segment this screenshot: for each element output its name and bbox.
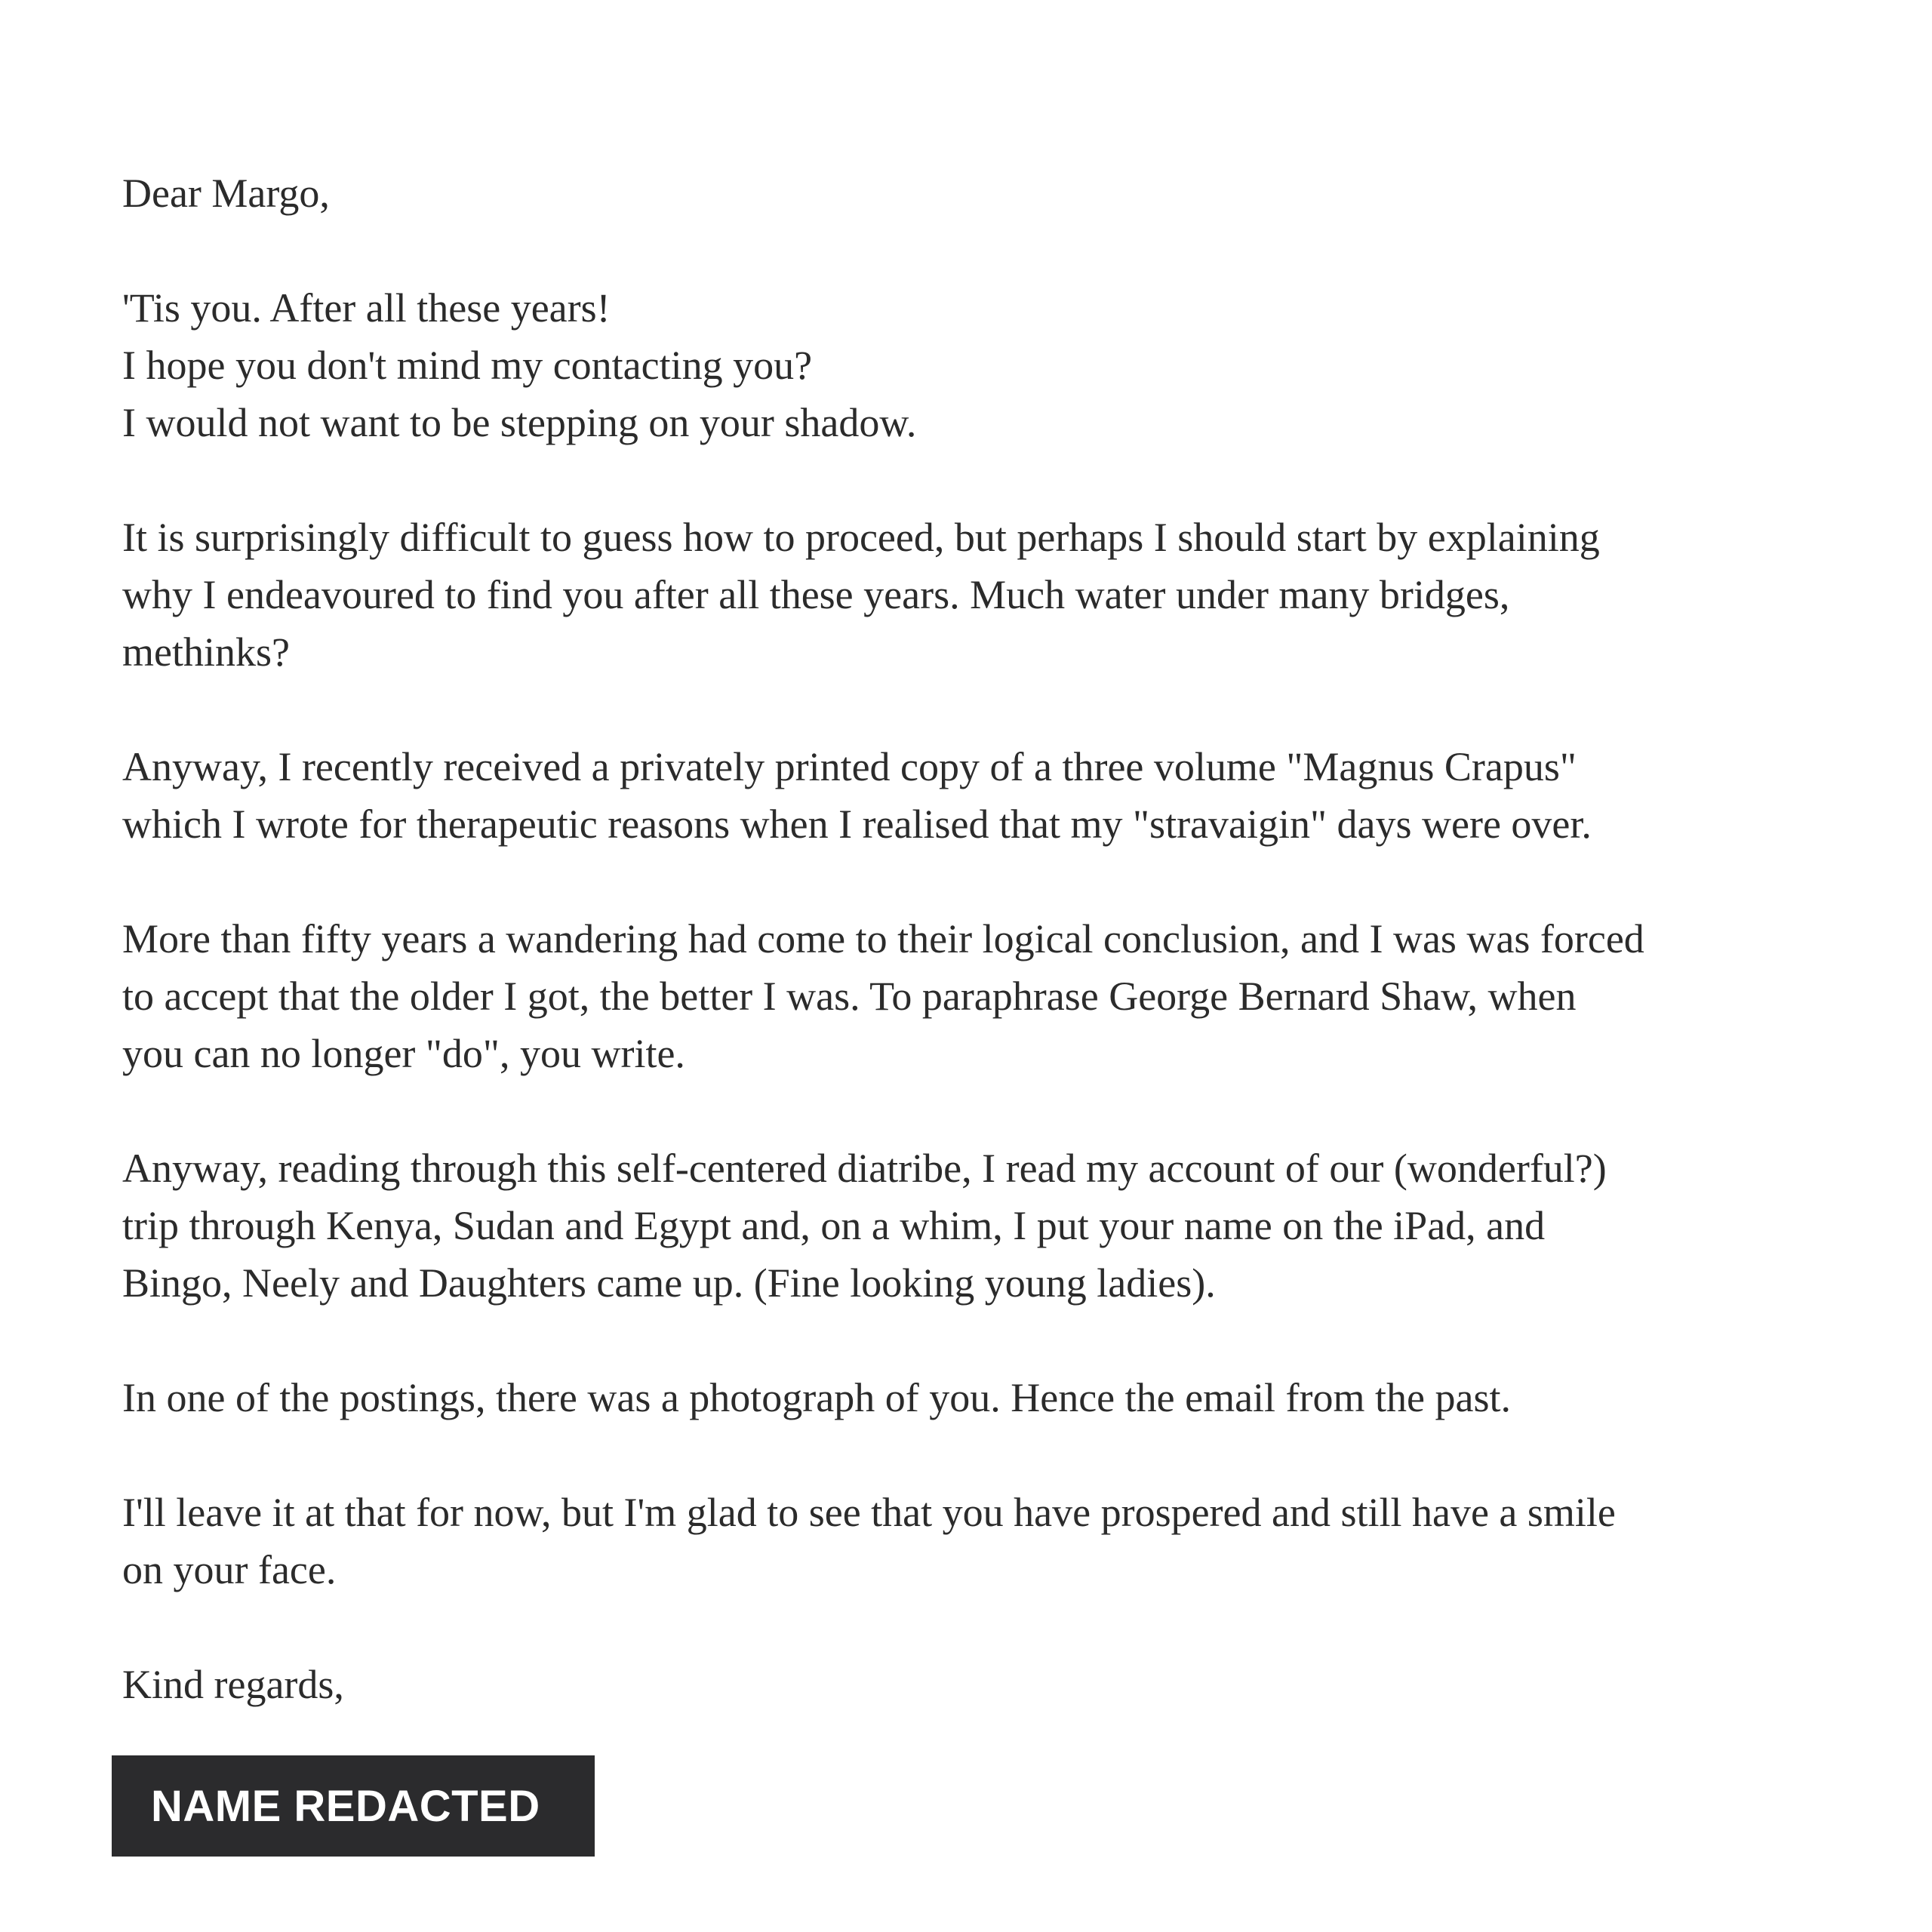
- paragraph-line: Bingo, Neely and Daughters came up. (Fine looking young ladies).: [122, 1260, 1216, 1306]
- paragraph-line: to accept that the older I got, the better I was. To paraphrase George Bernard Shaw, when: [122, 974, 1577, 1019]
- paragraph-line: I hope you don't mind my contacting you?: [122, 343, 813, 388]
- paragraph-line: More than fifty years a wandering had come to their logical conclusion, and I was was forced: [122, 916, 1644, 961]
- salutation: Dear Margo,: [122, 171, 330, 216]
- paragraph-6: [122, 1369, 1835, 1426]
- paragraph-line: It is surprisingly difficult to guess how to proceed, but perhaps I should start by explaining: [122, 515, 1600, 560]
- paragraph-line: I would not want to be stepping on your shadow.: [122, 400, 917, 445]
- letter-body: [122, 165, 1835, 1770]
- paragraph-line: you can no longer "do", you write.: [122, 1031, 685, 1076]
- paragraph-2: [122, 509, 1835, 681]
- signature-redaction-box: NAME REDACTED: [112, 1755, 595, 1857]
- paragraph-line: Anyway, reading through this self-centered diatribe, I read my account of our (wonderful?): [122, 1146, 1607, 1191]
- closing: Kind regards,: [122, 1662, 344, 1707]
- paragraph-5: [122, 1140, 1835, 1312]
- paragraph-line: Anyway, I recently received a privately printed copy of a three volume "Magnus Crapus": [122, 744, 1577, 789]
- paragraph-7: [122, 1484, 1835, 1598]
- paragraph-line: In one of the postings, there was a photograph of you. Hence the email from the past.: [122, 1375, 1511, 1420]
- paragraph-line: trip through Kenya, Sudan and Egypt and, on a whim, I put your name on the iPad, and: [122, 1203, 1546, 1248]
- paragraph-line: why I endeavoured to find you after all these years. Much water under many bridges,: [122, 572, 1510, 617]
- paragraph-line: methinks?: [122, 629, 290, 675]
- paragraph-line: I'll leave it at that for now, but I'm glad to see that you have prospered and still have a smile: [122, 1490, 1616, 1535]
- paragraph-line: which I wrote for therapeutic reasons when I realised that my "stravaigin" days were over.: [122, 801, 1592, 847]
- paragraph-1: [122, 279, 1835, 451]
- paragraph-3: [122, 738, 1835, 853]
- paragraph-line: 'Tis you. After all these years!: [122, 285, 611, 331]
- paragraph-4: [122, 910, 1835, 1082]
- paragraph-line: on your face.: [122, 1547, 337, 1592]
